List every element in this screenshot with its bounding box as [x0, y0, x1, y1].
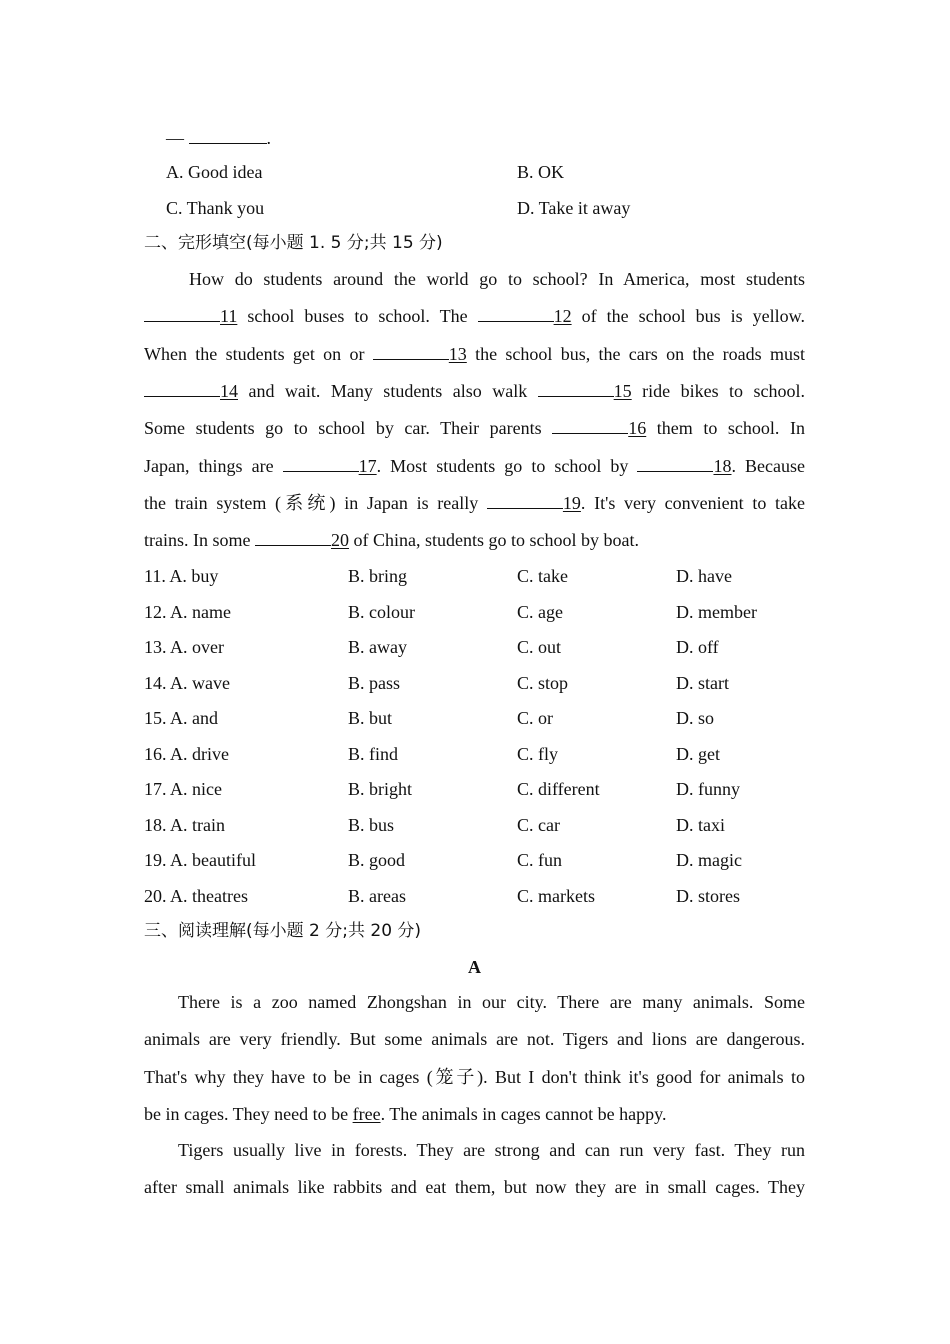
reading-line-4: [144, 1103, 805, 1125]
reading-text: That's why they have to be in cages (笼子). But I don't think it's good for animals to: [144, 1067, 805, 1087]
reading-text: . The animals in cages cannot be happy.: [380, 1104, 667, 1124]
question-20-option-a: 20. A. theatres: [144, 886, 248, 906]
period: .: [266, 128, 271, 148]
question-19-option-c: C. fun: [517, 850, 562, 870]
cloze-text: them to school. In: [646, 418, 805, 438]
reading-line-3: [144, 1066, 805, 1088]
question-17-option-c: C. different: [517, 779, 600, 799]
blank-number: 12: [553, 306, 572, 326]
cloze-line-7: [144, 492, 805, 514]
cloze-line-1: [189, 268, 805, 290]
cloze-text: of the school bus is yellow.: [571, 306, 805, 326]
question-12-option-b: B. colour: [348, 602, 415, 622]
question-12-option-a: 12. A. name: [144, 602, 231, 622]
cloze-line-3: [144, 343, 805, 365]
question-15-option-b: B. but: [348, 708, 393, 728]
cloze-line-2: [144, 305, 805, 327]
section2-heading: 二、完形填空(每小题 1. 5 分;共 15 分): [144, 233, 443, 253]
question-11-option-b: B. bring: [348, 566, 408, 586]
cloze-text: . Because: [731, 456, 806, 476]
cloze-line-6: [144, 455, 805, 477]
blank: [255, 529, 331, 546]
blank-number: 14: [220, 381, 238, 401]
blank: [478, 305, 554, 322]
question-17-option-d: D. funny: [676, 779, 740, 799]
reading-text: animals are very friendly. But some animals are not. Tigers and lions are dangerous.: [144, 1029, 805, 1049]
question-16-option-a: 16. A. drive: [144, 744, 229, 764]
q10-option-d: D. Take it away: [517, 198, 631, 218]
question-13-option-a: 13. A. over: [144, 637, 224, 657]
blank-number: 13: [448, 344, 467, 364]
question-16-option-d: D. get: [676, 744, 720, 764]
question-15-option-c: C. or: [517, 708, 553, 728]
blank: [487, 492, 563, 509]
blank: [144, 305, 220, 322]
question-18-option-d: D. taxi: [676, 815, 725, 835]
question-14-option-a: 14. A. wave: [144, 673, 230, 693]
blank-number: 11: [220, 306, 238, 326]
q10-option-b: B. OK: [517, 162, 565, 182]
cloze-text: the train system (系统) in Japan is really: [144, 493, 487, 513]
section3-heading: 三、阅读理解(每小题 2 分;共 20 分): [144, 921, 422, 941]
blank: [538, 380, 614, 397]
question-11-option-a: 11. A. buy: [144, 566, 219, 586]
dash: —: [166, 128, 184, 148]
blank: [552, 417, 628, 434]
blank: [373, 343, 449, 360]
reading-line-6: [144, 1176, 805, 1198]
answer-blank: [189, 127, 267, 144]
blank: [144, 380, 220, 397]
cloze-line-8: [144, 529, 805, 551]
question-20-option-c: C. markets: [517, 886, 595, 906]
blank: [283, 455, 359, 472]
cloze-line-5: [144, 417, 805, 439]
q10-answer-line: [166, 127, 271, 149]
cloze-text: ride bikes to school.: [631, 381, 805, 401]
cloze-text: school buses to school. The: [237, 306, 478, 326]
question-20-option-b: B. areas: [348, 886, 406, 906]
question-11-option-d: D. have: [676, 566, 732, 586]
cloze-text: Some students go to school by car. Their parents: [144, 418, 553, 438]
question-16-option-c: C. fly: [517, 744, 559, 764]
reading-text: Tigers usually live in forests. They are strong and can run very fast. They run: [178, 1140, 805, 1160]
blank-number: 19: [562, 493, 581, 513]
question-18-option-b: B. bus: [348, 815, 395, 835]
question-19-option-b: B. good: [348, 850, 406, 870]
question-14-option-d: D. start: [676, 673, 729, 693]
blank-number: 16: [628, 418, 647, 438]
cloze-text: Japan, things are: [144, 456, 283, 476]
blank-number: 18: [713, 456, 732, 476]
blank: [637, 455, 713, 472]
reading-line-5: [178, 1139, 805, 1161]
cloze-text: of China, students go to school by boat.: [348, 530, 639, 550]
cloze-text: How do students around the world go to school? In America, most students: [189, 269, 805, 289]
question-13-option-c: C. out: [517, 637, 562, 657]
cloze-text: . It's very convenient to take: [580, 493, 805, 513]
blank-number: 15: [613, 381, 632, 401]
question-13-option-d: D. off: [676, 637, 719, 657]
question-15-option-a: 15. A. and: [144, 708, 218, 728]
underlined-word-free: free: [352, 1104, 381, 1124]
reading-text: be in cages. They need to be: [144, 1104, 353, 1124]
question-14-option-c: C. stop: [517, 673, 569, 693]
question-13-option-b: B. away: [348, 637, 407, 657]
question-20-option-d: D. stores: [676, 886, 740, 906]
cloze-text: and wait. Many students also walk: [238, 381, 538, 401]
blank-number: 17: [358, 456, 377, 476]
reading-line-2: [144, 1028, 805, 1050]
blank-number: 20: [330, 530, 349, 550]
cloze-text: trains. In some: [144, 530, 255, 550]
cloze-text: When the students get on or: [144, 344, 373, 364]
reading-text: after small animals like rabbits and eat them, but now they are in small cages. They: [144, 1177, 805, 1197]
q10-option-c: C. Thank you: [166, 198, 265, 218]
passage-title: A: [468, 957, 481, 977]
question-15-option-d: D. so: [676, 708, 715, 728]
question-16-option-b: B. find: [348, 744, 399, 764]
question-14-option-b: B. pass: [348, 673, 401, 693]
question-19-option-d: D. magic: [676, 850, 742, 870]
question-12-option-d: D. member: [676, 602, 757, 622]
cloze-text: . Most students go to school by: [376, 456, 638, 476]
question-17-option-a: 17. A. nice: [144, 779, 222, 799]
cloze-text: the school bus, the cars on the roads must: [466, 344, 805, 364]
reading-line-1: [178, 991, 805, 1013]
q10-option-a: A. Good idea: [166, 162, 263, 182]
reading-text: There is a zoo named Zhongshan in our city. There are many animals. Some: [178, 992, 805, 1012]
cloze-line-4: [144, 380, 805, 402]
question-19-option-a: 19. A. beautiful: [144, 850, 256, 870]
question-17-option-b: B. bright: [348, 779, 413, 799]
question-18-option-a: 18. A. train: [144, 815, 225, 835]
question-18-option-c: C. car: [517, 815, 560, 835]
question-12-option-c: C. age: [517, 602, 563, 622]
question-11-option-c: C. take: [517, 566, 568, 586]
